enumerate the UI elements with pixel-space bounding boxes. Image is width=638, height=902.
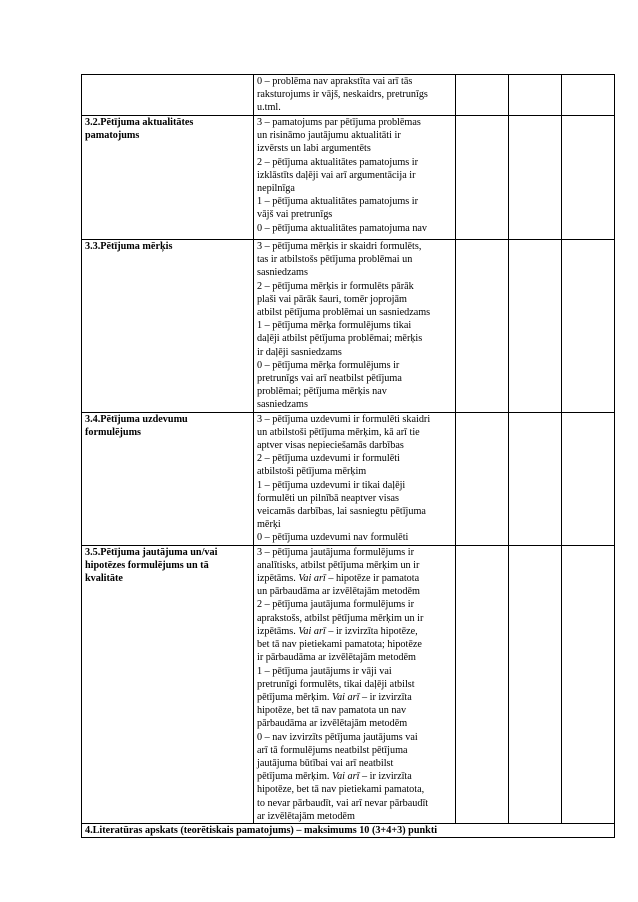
section-title [82,823,615,837]
scoring-line: hipotēze, bet tā nav pamatota un nav [257,705,407,717]
scoring-line: 3 – pamatojums par pētījuma problēmas [257,117,421,128]
scoring-line: 2 – pētījuma uzdevumi ir formulēti [257,453,400,465]
scoring-line: plaši vai pārāk šauri, tomēr joprojām [257,293,407,305]
criterion-line: 3.4.Pētījuma uzdevumu [85,413,188,425]
scoring-line: 1 – pētījuma aktualitātes pamatojums ir [257,196,418,208]
scoring-line: un atbilstoši pētījuma mērķim, kā arī tie [257,426,420,438]
scoring-line: 2 – pētījuma jautājuma formulējums ir [257,599,415,611]
scoring-line: jautājuma būtībai vai arī neatbilst [257,757,394,769]
scoring-line: arī tā formulējums neatbilst pētījuma [257,744,408,756]
scoring-line: 1 – pētījuma uzdevumi ir tikai daļēji [257,479,406,491]
criterion-cell [82,116,254,240]
scoring-line: un pārbaudāma ar izvēlētajām metodēm [257,586,420,598]
score-cell[interactable] [456,545,509,823]
score-cell[interactable] [562,240,615,413]
scoring-line: un risināmo jautājumu aktualitāti ir [257,130,401,142]
score-cell[interactable] [562,545,615,823]
scoring-line: ar izvēlētajām metodēm [257,810,355,822]
scoring-line: ir daļēji sasniedzams [257,346,342,358]
section-title-text: 4.Literatūras apskats (teorētiskais pamatojums) – maksimums 10 (3+4+3) punkti [85,824,438,836]
scoring-line: ir pārbaudāma ar izvēlētajām metodēm [257,652,416,664]
criterion-line: formulējums [85,426,142,438]
scoring-line: daļēji atbilst pētījuma problēmai; mērķis [257,333,423,345]
scoring-line: nepilnīga [257,183,295,195]
rubric-row [82,75,615,116]
scoring-line: pretrunīgi formulēts, tikai daļēji atbilst [257,678,415,690]
scoring-line: to nevar pārbaudīt, vai arī nevar pārbaudīt [257,797,429,809]
rubric-row [82,545,615,823]
score-cell[interactable] [562,116,615,240]
scoring-line: bet tā nav pietiekami pamatota; hipotēze [257,639,422,651]
rubric-body [82,75,615,824]
rubric-table [81,74,615,838]
score-cell[interactable] [509,75,562,116]
scoring-line: sasniedzams [257,399,308,411]
scoring-line: izvērsts un labi argumentēts [257,143,371,155]
rubric-row [82,412,615,545]
score-cell[interactable] [562,412,615,545]
criterion-cell [82,412,254,545]
scoring-line: raksturojums ir vājš, neskaidrs, pretrunīgs [257,89,428,101]
scoring-line: 2 – pētījuma mērķis ir formulēts pārāk [257,280,414,292]
scoring-line: veicamās darbības, lai sasniegtu pētījuma [257,506,426,518]
criterion-line: hipotēzes formulējums un tā [85,559,209,571]
scoring-line: 0 – pētījuma aktualitātes pamatojuma nav [257,222,428,234]
scoring-line: 3 – pētījuma uzdevumi ir formulēti skaidri [257,413,431,425]
scoring-description-cell [254,75,456,116]
scoring-line: izpētāms. Vai arī – hipotēze ir pamatota [257,573,420,585]
score-cell[interactable] [456,240,509,413]
criterion-cell [82,545,254,823]
scoring-line: izpētāms. Vai arī – ir izvirzīta hipotēze, [257,625,418,637]
scoring-line: atbilstoši pētījuma mērķim [257,466,367,478]
scoring-line: 3 – pētījuma jautājuma formulējums ir [257,546,415,558]
criterion-line: kvalitāte [85,573,123,585]
scoring-line: 1 – pētījuma jautājums ir vāji vai [257,665,392,677]
scoring-line: 0 – pētījuma uzdevumi nav formulēti [257,532,409,544]
scoring-line: 3 – pētījuma mērķis ir skaidri formulēts, [257,241,422,252]
score-cell[interactable] [509,116,562,240]
criterion-line: 3.3.Pētījuma mērķis [85,241,173,252]
scoring-line: pretrunīgs vai arī neatbilst pētījuma [257,373,402,385]
score-cell[interactable] [509,412,562,545]
scoring-line: formulēti un pilnībā neaptver visas [257,492,400,504]
criterion-cell [82,75,254,116]
score-cell[interactable] [509,545,562,823]
scoring-line: atbilst pētījuma problēmai un sasniedzams [257,307,431,319]
scoring-line: pārbaudāma ar izvēlētajām metodēm [257,718,408,730]
scoring-line: vājš vai pretrunīgs [257,209,333,221]
scoring-line: 0 – nav izvirzīts pētījuma jautājums vai [257,731,418,743]
score-cell[interactable] [562,75,615,116]
scoring-line: sasniedzams [257,267,308,279]
scoring-line: tas ir atbilstošs pētījuma problēmai un [257,254,413,266]
score-cell[interactable] [456,116,509,240]
criterion-line: 3.2.Pētījuma aktualitātes [85,117,194,128]
scoring-line: hipotēze, bet tā nav pietiekami pamatota, [257,784,425,796]
scoring-line: 2 – pētījuma aktualitātes pamatojums ir [257,156,418,168]
rubric-row [82,116,615,240]
criterion-cell [82,240,254,413]
criterion-line: 3.5.Pētījuma jautājuma un/vai [85,546,218,558]
scoring-line: aptver visas nepieciešamās darbības [257,440,404,452]
scoring-line: 0 – pētījuma mērķa formulējums ir [257,359,400,371]
score-cell[interactable] [509,240,562,413]
scoring-line: 1 – pētījuma mērķa formulējums tikai [257,320,412,332]
scoring-line: izklāstīts daļēji vai arī argumentācija ir [257,169,416,181]
scoring-line: pētījuma mērķim. Vai arī – ir izvirzīta [257,691,412,703]
scoring-line: pētījuma mērķim. Vai arī – ir izvirzīta [257,771,412,783]
criterion-line: pamatojums [85,130,140,142]
section-header-row [82,823,615,837]
scoring-description-cell [254,116,456,240]
scoring-line: 0 – problēma nav aprakstīta vai arī tās [257,76,413,87]
scoring-line: mērķi [257,519,281,531]
scoring-description-cell [254,240,456,413]
scoring-line: analītisks, atbilst pētījuma mērķim un ir [257,559,420,571]
scoring-line: aprakstošs, atbilst pētījuma mērķim un ir [257,612,424,624]
scoring-description-cell [254,545,456,823]
score-cell[interactable] [456,412,509,545]
scoring-description-cell [254,412,456,545]
scoring-line: problēmai; pētījuma mērķis nav [257,386,387,398]
rubric-row [82,240,615,413]
score-cell[interactable] [456,75,509,116]
scoring-line: u.tml. [257,102,281,114]
